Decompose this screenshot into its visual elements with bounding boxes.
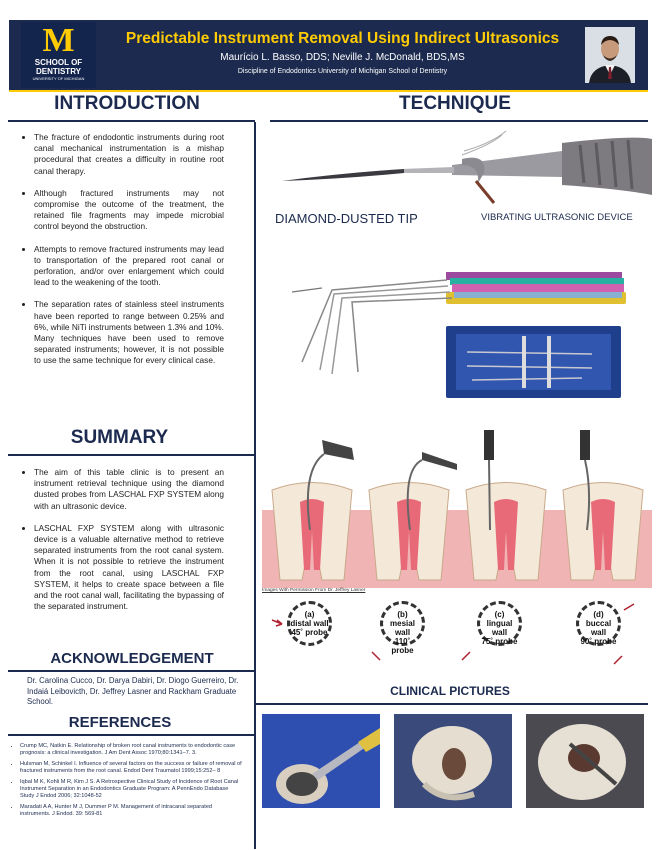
- reference-item: • Maradati A A, Hunter M J, Dummer P M. Management of intracanal separated instruments. J Endod. 39: 569-81: [20, 804, 242, 819]
- probe-arrows: [262, 600, 652, 670]
- probe-letter: (b): [397, 610, 408, 619]
- poster-department: Discipline of Endodontics University of Michigan School of Dentistry: [237, 68, 448, 75]
- probe-letter: (d): [593, 610, 604, 619]
- references-rule: [8, 734, 255, 736]
- reference-item: • Iqbal M K, Kohli M R, Kim J S. A Retrospective Clinical Study of Incidence of Root Canal Instrument Separation in an Endodontics Graduate Program: A PennEndo Database Study J Endod 2006; 32:1048-52: [20, 779, 242, 801]
- author-portrait: [585, 27, 635, 83]
- header-accent-line: [9, 90, 648, 92]
- poster-title: Predictable Instrument Removal Using Indirect Ultrasonics: [125, 30, 560, 47]
- references-list: [8, 743, 242, 822]
- technique-heading: TECHNIQUE: [399, 93, 511, 114]
- university-logo: [21, 22, 96, 88]
- introduction-bullet: • Attempts to remove fractured instruments may lead to transportation of the prepared root canal or perforation, and/or over enlargement which could lead to the weakening of the tooth.: [34, 244, 224, 289]
- probe-letter: (a): [304, 610, 315, 619]
- summary-heading: SUMMARY: [70, 427, 169, 448]
- clinical-photo-2: [394, 714, 512, 808]
- acknowledgement-rule: [8, 670, 255, 672]
- reference-item: • Hulsman M, Schinkel I. Influence of several factors on the success or failure of removal of fractured instruments from the root canal. Endod Dent Traumatol 1999;15:252– 8: [20, 761, 242, 776]
- ultrasonic-device-label: VIBRATING ULTRASONIC DEVICE: [481, 212, 633, 223]
- summary-rule: [8, 454, 255, 456]
- logo-line1: SCHOOL OF: [34, 58, 83, 67]
- probe-wall: mesial wall: [390, 619, 415, 637]
- probe-wall: lingual wall: [486, 619, 513, 637]
- introduction-bullet: • Although fractured instruments may not compromise the outcome of the treatment, the retained file fragments may impede microbial control beyond the obstruction.: [34, 188, 224, 233]
- probe-angle: 75˚ probe: [481, 637, 518, 646]
- logo-line2: DENTISTRY: [35, 67, 82, 76]
- logo-mark: M: [42, 22, 75, 59]
- introduction-heading: INTRODUCTION: [54, 93, 200, 114]
- probe-angle: 90˚ probe: [580, 637, 617, 646]
- summary-bullet: • The aim of this table clinic is to present an instrument retrieval technique using the diamond dusted probes from LASCHAL FXP SYSTEM along with an ultrasonic device.: [34, 467, 224, 512]
- introduction-rule: [8, 120, 255, 122]
- permission-note: Images With Permission From Dr. Jeffrey Lasner: [262, 588, 366, 593]
- column-divider: [254, 122, 256, 849]
- poster-authors: Maurício L. Basso, DDS; Neville J. McDonald, BDS,MS: [220, 52, 465, 63]
- introduction-bullet: • The fracture of endodontic instruments during root canal mechanical instrumentation is a mishap procedural that creates a difficulty in routine root canal therapy.: [34, 132, 224, 177]
- probe-angle: 110˚ probe: [391, 637, 414, 655]
- probe-kit-image: [262, 262, 652, 402]
- ultrasonic-device-image: [262, 125, 652, 215]
- technique-rule: [270, 120, 648, 122]
- tooth-diagrams-image: [262, 430, 652, 588]
- introduction-list: [22, 132, 224, 378]
- summary-bullet: • LASCHAL FXP SYSTEM along with ultrasonic device is a valuable alternative method to retrieve separated instruments from the root canal system. When it is not possible to retrieve the instrument from the root canal, using LASCHAL FXP SYSTEM, it helps to create space between a file and the root canal wall, facilitating the bypassing of the separated instrument.: [34, 523, 224, 613]
- acknowledgement-text: Dr. Carolina Cucco, Dr. Darya Dabiri, Dr. Diogo Guerreiro, Dr. Indaiá Leibovicth, Dr. Jeffrey Lasner and Rackham Graduate School.: [27, 676, 239, 706]
- clinical-rule: [256, 703, 648, 705]
- probe-letter: (c): [494, 610, 505, 619]
- logo-line3: UNIVERSITY OF MICHIGAN: [32, 76, 85, 81]
- introduction-bullet: • The separation rates of stainless steel instruments have been reported to range between 0.25% and 6%, while NiTi instruments between 1.3% and 10%. Many techniques have been used to remove separated instruments; however, it is not possible to use the same technique for every clinical case.: [34, 299, 224, 366]
- acknowledgement-heading: ACKNOWLEDGEMENT: [50, 650, 214, 667]
- clinical-photo-3: [526, 714, 644, 808]
- probe-wall: buccal wall: [585, 619, 612, 637]
- probe-wall: distal wall: [290, 619, 329, 628]
- probe-angle: 45˚ probe: [291, 628, 328, 637]
- clinical-heading: CLINICAL PICTURES: [390, 684, 510, 698]
- references-heading: REFERENCES: [68, 714, 172, 731]
- summary-list: [22, 467, 224, 623]
- diamond-tip-label: DIAMOND-DUSTED TIP: [275, 211, 418, 226]
- clinical-photo-1: [262, 714, 380, 808]
- reference-item: • Crump MC, Natkin E. Relationship of broken root canal instruments to endodontic case prognosis: a clinical investigation. J Am Dent Assoc 1970;80:1341–7. 3.: [20, 743, 242, 758]
